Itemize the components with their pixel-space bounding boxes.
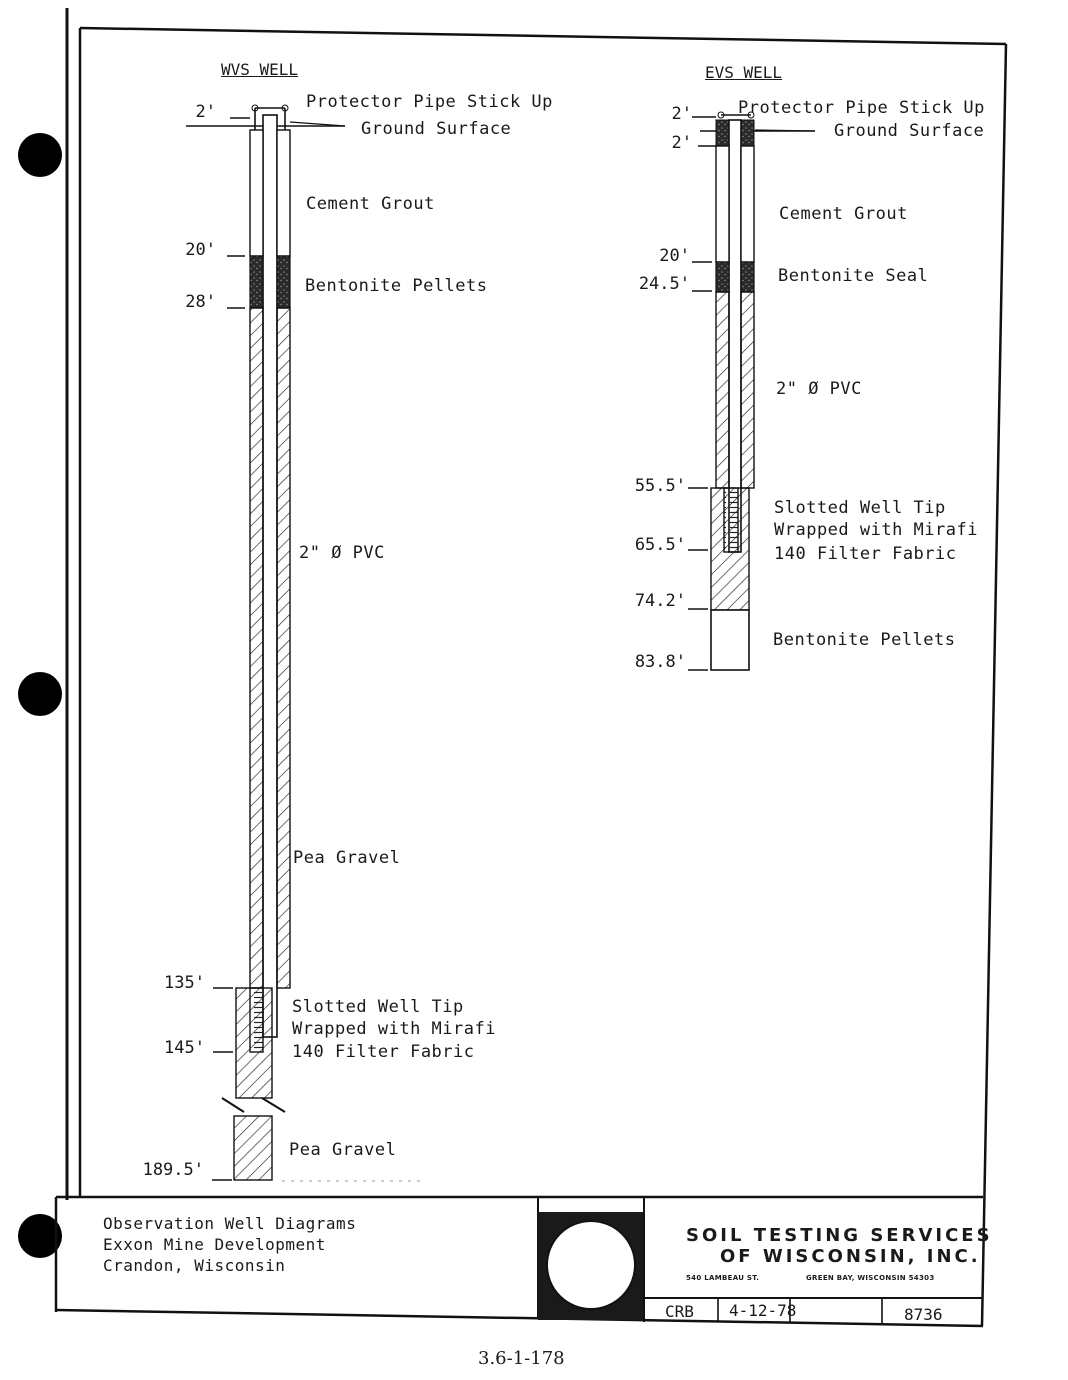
wvs-cement-label: Cement Grout	[306, 194, 435, 214]
initials-cell: CRB	[665, 1302, 694, 1321]
wvs-ground-label: Ground Surface	[361, 119, 512, 139]
wvs-depth-189: 189.5'	[142, 1160, 204, 1180]
company-city: GREEN BAY, WISCONSIN 54303	[806, 1274, 935, 1282]
company-name-line-1: SOIL TESTING SERVICES	[686, 1225, 993, 1246]
wvs-bentonite-label: Bentonite Pellets	[305, 276, 488, 296]
wvs-pea-gravel-label-1: Pea Gravel	[293, 848, 401, 868]
evs-depth-20: 20'	[659, 246, 690, 266]
evs-cement-label: Cement Grout	[779, 204, 908, 224]
title-block-line-1: Observation Well Diagrams	[103, 1214, 357, 1233]
evs-tip-label-2: Wrapped with Mirafi	[774, 520, 978, 540]
evs-depth-55-5: 55.5'	[634, 476, 686, 496]
wvs-slotted-tip	[250, 988, 263, 1052]
wvs-pea-gravel-left	[250, 308, 263, 988]
wvs-depth-stickup: 2'	[195, 102, 216, 122]
wvs-bentonite-right	[277, 256, 290, 308]
evs-well-title: EVS WELL	[705, 63, 783, 82]
wvs-pea-gravel-right	[277, 308, 290, 988]
evs-depth-stickup: 2'	[671, 104, 692, 124]
wvs-depth-20: 20'	[185, 240, 216, 260]
evs-protector-label: Protector Pipe Stick Up	[738, 98, 985, 118]
wvs-tip-label-1: Slotted Well Tip	[292, 997, 464, 1017]
evs-depth-83-8: 83.8'	[634, 652, 686, 672]
wvs-protector-label: Protector Pipe Stick Up	[306, 92, 553, 112]
evs-depth-65-5: 65.5'	[634, 535, 686, 555]
wvs-cement-grout-left	[250, 130, 263, 256]
title-block-line-2: Exxon Mine Development	[103, 1235, 326, 1254]
wvs-tip-label-2: Wrapped with Mirafi	[292, 1019, 496, 1039]
wvs-cement-grout-right	[277, 130, 290, 256]
wvs-depth-28: 28'	[185, 292, 216, 312]
evs-bentonite-seal-label: Bentonite Seal	[778, 266, 929, 286]
company-logo-circle	[547, 1221, 635, 1309]
company-name-line-2: OF WISCONSIN, INC.	[720, 1246, 981, 1267]
evs-pvc-label: 2" Ø PVC	[776, 379, 862, 399]
date-cell: 4-12-78	[729, 1301, 797, 1320]
wvs-pea-gravel-label-2: Pea Gravel	[289, 1140, 397, 1160]
drawing-number-cell: 8736	[904, 1305, 943, 1324]
evs-bentonite-pellets-label: Bentonite Pellets	[773, 630, 956, 650]
evs-bentonite-pellets	[711, 610, 749, 670]
evs-ground-label: Ground Surface	[834, 121, 985, 141]
wvs-depth-145: 145'	[164, 1038, 205, 1058]
wvs-well-title: WVS WELL	[221, 60, 299, 79]
wvs-pvc-label: 2" Ø PVC	[299, 543, 385, 563]
evs-tip-label-3: 140 Filter Fabric	[774, 544, 957, 564]
wvs-bentonite-left	[250, 256, 263, 308]
wvs-tip-label-3: 140 Filter Fabric	[292, 1042, 475, 1062]
company-address: 540 LAMBEAU ST.	[686, 1274, 760, 1282]
evs-tip-label-1: Slotted Well Tip	[774, 498, 946, 518]
title-block-line-3: Crandon, Wisconsin	[103, 1256, 286, 1275]
wvs-depth-135: 135'	[164, 973, 205, 993]
evs-slotted-tip	[724, 488, 738, 552]
evs-depth-below-ground: 2'	[671, 133, 692, 153]
evs-depth-24-5: 24.5'	[638, 274, 690, 294]
wvs-bottom-gravel	[234, 1116, 272, 1180]
page-number: 3.6-1-178	[478, 1348, 565, 1369]
evs-depth-74-2: 74.2'	[634, 591, 686, 611]
